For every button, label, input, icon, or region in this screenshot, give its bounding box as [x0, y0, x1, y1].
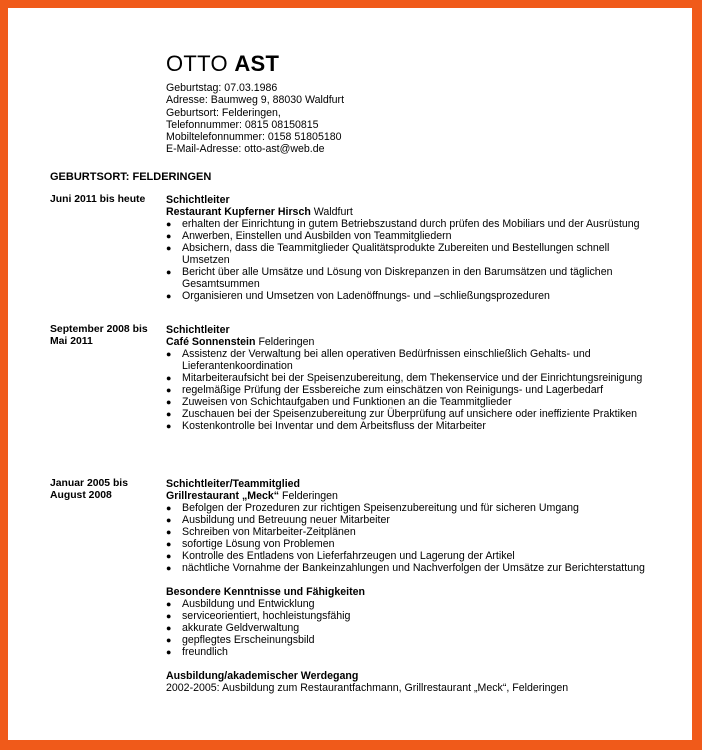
bullet-icon: ●: [166, 539, 172, 549]
contact-block: [166, 82, 666, 156]
entry-body: [166, 194, 650, 302]
list-item: ● Anwerben, Einstellen und Ausbilden von Teammitgliedern: [166, 230, 452, 242]
bullet-icon: ●: [166, 385, 172, 395]
duties-list: [166, 348, 650, 432]
email: E-Mail-Adresse: otto-ast@web.de: [166, 143, 325, 156]
bullet-icon: ●: [166, 231, 172, 241]
phone: Telefonnummer: 0815 08150815: [166, 118, 319, 131]
list-item: ● Zuweisen von Schichtaufgaben und Funktionen an die Teammitglieder: [166, 396, 512, 408]
list-item: ● nächtliche Vornahme der Bankeinzahlungen und Nachverfolgen der Umsätze zur Berichterstattung: [166, 562, 645, 574]
bullet-icon: ●: [166, 623, 172, 633]
address: Adresse: Baumweg 9, 88030 Waldfurt: [166, 94, 345, 107]
list-item: ● Bericht über alle Umsätze und Lösung von Diskrepanzen in den Barumsätzen und täglichen Gesamtsummen: [166, 266, 613, 290]
list-item: ● Schreiben von Mitarbeiter-Zeitplänen: [166, 526, 356, 538]
birthplace: Geburtsort: Felderingen,: [166, 106, 281, 119]
employer-location: Waldfurt: [313, 206, 353, 218]
list-item: ● Ausbildung und Entwicklung: [166, 598, 315, 610]
list-item: ● regelmäßige Prüfung der Essbereiche zum einschätzen von Reinigungs- und Lagerbedarf: [166, 384, 604, 396]
education-text: 2002-2005: Ausbildung zum Restaurantfachmann, Grillrestaurant „Meck“, Felderingen: [166, 682, 569, 694]
bullet-icon: ●: [166, 611, 172, 621]
bullet-icon: ●: [166, 397, 172, 407]
bullet-icon: ●: [166, 563, 172, 573]
bullet-icon: ●: [166, 635, 172, 645]
duties-list: [166, 502, 650, 574]
resume-page: [8, 8, 692, 740]
bullet-icon: ●: [166, 267, 172, 277]
bullet-icon: ●: [166, 291, 172, 301]
list-item: ● Organisieren und Umsetzen von Ladenöffnungs- und –schließungsprozeduren: [166, 290, 550, 302]
entry-body: [166, 478, 650, 694]
list-item: ● serviceorientiert, hochleistungsfähig: [166, 610, 351, 622]
entry-date: September 2008 bis Mai 2011: [50, 324, 148, 348]
list-item: ● Befolgen der Prozeduren zur richtigen Speisenzubereitung und für sicheren Umgang: [166, 502, 579, 514]
bullet-icon: ●: [166, 421, 172, 431]
employer-line: [166, 336, 650, 348]
bullet-icon: ●: [166, 503, 172, 513]
list-item: ● Mitarbeiteraufsicht bei der Speisenzubereitung, dem Thekenservice und der Einrichtungsreinigung: [166, 372, 643, 384]
employer-name: Restaurant Kupferner Hirsch: [166, 206, 311, 218]
job-title: Schichtleiter: [166, 324, 230, 336]
section-title: GEBURTSORT: FELDERINGEN: [50, 171, 212, 183]
bullet-icon: ●: [166, 515, 172, 525]
list-item: ● freundlich: [166, 646, 228, 658]
list-item: ● sofortige Lösung von Problemen: [166, 538, 335, 550]
list-item: ● akkurate Geldverwaltung: [166, 622, 300, 634]
bullet-icon: ●: [166, 647, 172, 657]
list-item: ● Assistenz der Verwaltung bei allen operativen Bedürfnissen einschließlich Gehalts- und Lieferantenkoordination: [166, 348, 591, 372]
skills-title: Besondere Kenntnisse und Fähigkeiten: [166, 586, 365, 598]
employer-location: Felderingen: [258, 336, 315, 348]
job-title: Schichtleiter: [166, 194, 230, 206]
bullet-icon: ●: [166, 527, 172, 537]
entry-body: [166, 324, 650, 432]
entry-date: Januar 2005 bis August 2008: [50, 478, 128, 502]
duties-list: [166, 218, 650, 302]
list-item: ● Zuschauen bei der Speisenzubereitung zur Überprüfung auf unsichere oder ineffiziente Praktiken: [166, 408, 638, 420]
skills-list: [166, 598, 650, 658]
bullet-icon: ●: [166, 243, 172, 253]
list-item: ● gepflegtes Erscheinungsbild: [166, 634, 315, 646]
education-title: Ausbildung/akademischer Werdegang: [166, 670, 359, 682]
bullet-icon: ●: [166, 599, 172, 609]
bullet-icon: ●: [166, 373, 172, 383]
list-item: ● Ausbildung und Betreuung neuer Mitarbeiter: [166, 514, 390, 526]
bullet-icon: ●: [166, 349, 172, 359]
list-item: ● Absichern, dass die Teammitglieder Qualitätsprodukte Zubereiten und Bestellungen schnell Umsetzen: [166, 242, 610, 266]
entry-date: Juni 2011 bis heute: [50, 194, 146, 205]
employer-name: Café Sonnenstein: [166, 336, 256, 348]
job-title: Schichtleiter/Teammitglied: [166, 478, 301, 490]
employer-name: Grillrestaurant „Meck“: [166, 490, 280, 502]
birthdate: Geburtstag: 07.03.1986: [166, 82, 278, 94]
last-name: AST: [234, 51, 280, 76]
applicant-name: [166, 52, 666, 76]
employer-line: [166, 206, 650, 218]
list-item: ● erhalten der Einrichtung in gutem Betriebszustand durch prüfen des Mobiliars und der Ausrüstung: [166, 218, 640, 230]
bullet-icon: ●: [166, 551, 172, 561]
employer-line: [166, 490, 650, 502]
list-item: ● Kostenkontrolle bei Inventar und dem Arbeitsfluss der Mitarbeiter: [166, 420, 486, 432]
employer-location: Felderingen: [282, 490, 338, 502]
resume-header: [166, 52, 666, 156]
first-name: OTTO: [166, 51, 228, 76]
bullet-icon: ●: [166, 219, 172, 229]
list-item: ● Kontrolle des Entladens von Lieferfahrzeugen und Lagerung der Artikel: [166, 550, 515, 562]
mobile-phone: Mobiltelefonnummer: 0158 51805180: [166, 131, 342, 144]
bullet-icon: ●: [166, 409, 172, 419]
